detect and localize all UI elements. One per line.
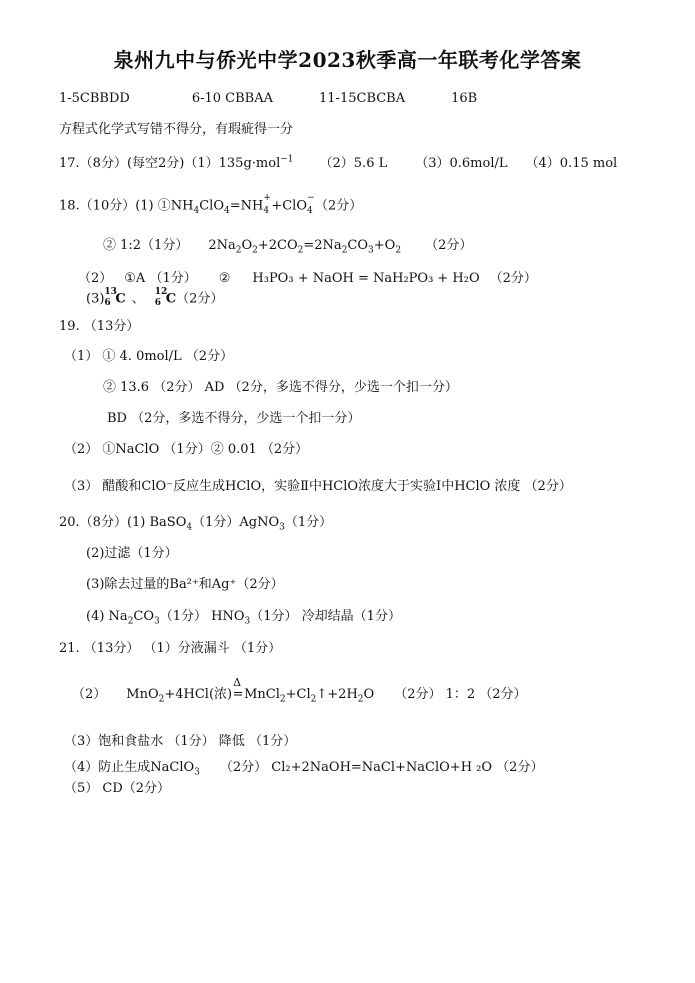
choice-16: 16B bbox=[451, 91, 478, 106]
choice-11-15: 11-15CBCBA bbox=[319, 91, 406, 106]
page-title: 泉州九中与侨光中学2023秋季高一年联考化学答案 bbox=[113, 48, 582, 72]
q20-line-1 bbox=[59, 514, 332, 532]
scoring-note: 方程式化学式写错不得分，有瑕疵得一分 bbox=[59, 122, 294, 137]
isotope-c12: 12 6 bbox=[154, 287, 168, 308]
isotope-c12-el: C bbox=[165, 291, 177, 307]
q18-line-2 bbox=[103, 237, 472, 255]
q18-nh4-sub-2: 4 bbox=[263, 206, 270, 216]
q18-sub2-head: （2） bbox=[78, 271, 113, 286]
q17-a2: （2）5.6 L bbox=[319, 156, 388, 171]
q18-score-3: （2分） bbox=[489, 271, 537, 286]
q18-eq-mid: =NH bbox=[229, 198, 264, 214]
q18-clo4-charge: − bbox=[307, 193, 315, 203]
q17-a3: （3）0.6mol/L bbox=[415, 156, 508, 171]
q21-eq: MnO$_2$+4HCl(浓) Δ $=MnCl_2+Cl_2↑+2H_2O$ bbox=[126, 676, 375, 705]
isotope-c13-el: C bbox=[115, 291, 126, 307]
q20-head: 20.（8分）(1) BaSO bbox=[59, 515, 187, 530]
q19-line-1: （1） ① 4. 0mol/L （2分） bbox=[64, 349, 234, 364]
q18-plus: + bbox=[271, 198, 283, 214]
isotope-c13: 13 6 bbox=[104, 287, 117, 308]
q18-line-4 bbox=[86, 287, 224, 309]
q21-line-3: （3）饱和食盐水 （1分） 降低 （1分） bbox=[64, 734, 297, 749]
q20-l4-b: CO bbox=[133, 609, 155, 624]
q19-line-5: （3） 醋酸和ClO⁻反应生成HClO，实验Ⅱ中HClO浓度大于实验Ⅰ中HClO 浓度 （2分） bbox=[64, 479, 572, 494]
q18-ratio: ② 1:2（1分） bbox=[103, 238, 189, 253]
q19-line-3: BD （2分，多选不得分，少选一个扣一分） bbox=[107, 411, 361, 426]
q21-line-4 bbox=[64, 759, 543, 777]
q21-head: 21. （13分） （1）分液漏斗 （1分） bbox=[59, 641, 282, 656]
q18-nh4-charge: + bbox=[263, 193, 271, 203]
q17-line bbox=[59, 155, 617, 173]
q18-clo4: ClO bbox=[199, 198, 224, 214]
q18-eq2: $2Na_2O_2+2CO_2=2Na_2CO_3+O_2$ bbox=[208, 238, 402, 256]
q20-line-3: (3)除去过量的Ba²⁺和Ag⁺（2分） bbox=[86, 577, 284, 592]
q17-a1-exp: −1 bbox=[280, 154, 294, 165]
gas-arrow-icon: ↑ bbox=[316, 687, 328, 702]
q18-sub2-a: ①A （1分） bbox=[124, 271, 197, 286]
q21-line-2 bbox=[72, 676, 527, 705]
q20-agno3-sub: 3 bbox=[279, 522, 285, 533]
q21-l2-head: （2） bbox=[72, 687, 107, 702]
q18-score-1: （2分） bbox=[315, 198, 363, 214]
q18-clo4-sub-2: 4 bbox=[307, 206, 313, 216]
q18-sub2-eq: H₃PO₃ + NaOH = NaH₂PO₃ + H₂O bbox=[252, 271, 480, 286]
q18-nh4-sub: 4 bbox=[193, 206, 200, 217]
q17-a1-unit: ·mol bbox=[251, 156, 281, 171]
q18-clo4-ion-script bbox=[307, 193, 315, 216]
heat-equals: Δ = bbox=[232, 676, 244, 702]
q18-clo4-ion: ClO bbox=[282, 198, 307, 214]
q19-head: 19. （13分） bbox=[59, 319, 140, 334]
q20-line-2: (2)过滤（1分） bbox=[86, 546, 178, 561]
q18-line-1 bbox=[59, 193, 363, 217]
q21-l2-score: （2分） 1：2 （2分） bbox=[394, 687, 527, 702]
q20-l4-d: （1分） 冷却结晶（1分） bbox=[250, 609, 401, 624]
q20-hno3-sub: 3 bbox=[244, 616, 251, 627]
q18-head: 18.（10分）(1) ①NH bbox=[59, 198, 194, 214]
q18-score-2: （2分） bbox=[425, 238, 473, 253]
q18-score-4: （2分） bbox=[176, 291, 224, 307]
q20-end: （1分） bbox=[284, 515, 333, 530]
isotope-sep: 、 bbox=[131, 291, 145, 307]
q17-a1: 135g bbox=[218, 156, 252, 171]
q18-sub2-b: ② bbox=[218, 271, 231, 286]
q21-line-5: （5） CD（2分） bbox=[64, 781, 171, 796]
q17-head: 17.（8分）(每空2分)（1） bbox=[59, 156, 219, 171]
choice-6-10: 6-10 CBBAA bbox=[191, 91, 274, 106]
q20-na2-sub: 2 bbox=[127, 616, 134, 627]
q18-line-3 bbox=[78, 270, 537, 288]
q18-sub3-head: (3) bbox=[86, 291, 105, 307]
q21-naclo3-sub: 3 bbox=[194, 767, 200, 778]
q20-line-4 bbox=[86, 608, 401, 626]
q18-nh4-ion bbox=[263, 193, 271, 216]
q19-line-4: （2） ①NaClO （1分）② 0.01 （2分） bbox=[64, 442, 309, 457]
q20-baso4-sub: 4 bbox=[186, 522, 193, 533]
q20-l4-c: （1分） HNO bbox=[159, 609, 245, 624]
q21-l4-b: （2分） Cl₂+2NaOH=NaCl+NaClO+H ₂O （2分） bbox=[219, 760, 544, 775]
delta-symbol: Δ bbox=[233, 676, 242, 689]
q20-after: （1分）AgNO bbox=[192, 515, 280, 530]
choice-1-5: 1-5CBBDD bbox=[59, 91, 130, 106]
q21-l4-a: （4）防止生成NaClO bbox=[64, 760, 195, 775]
q18-clo4-sub: 4 bbox=[223, 206, 230, 217]
q19-line-2: ② 13.6 （2分） AD （2分，多选不得分，少选一个扣一分） bbox=[103, 380, 458, 395]
q20-co3-sub: 3 bbox=[154, 616, 160, 627]
choice-answers bbox=[59, 90, 477, 108]
q17-a4: （4）0.15 mol bbox=[525, 156, 618, 171]
q20-l4-a: (4) Na bbox=[86, 609, 128, 624]
